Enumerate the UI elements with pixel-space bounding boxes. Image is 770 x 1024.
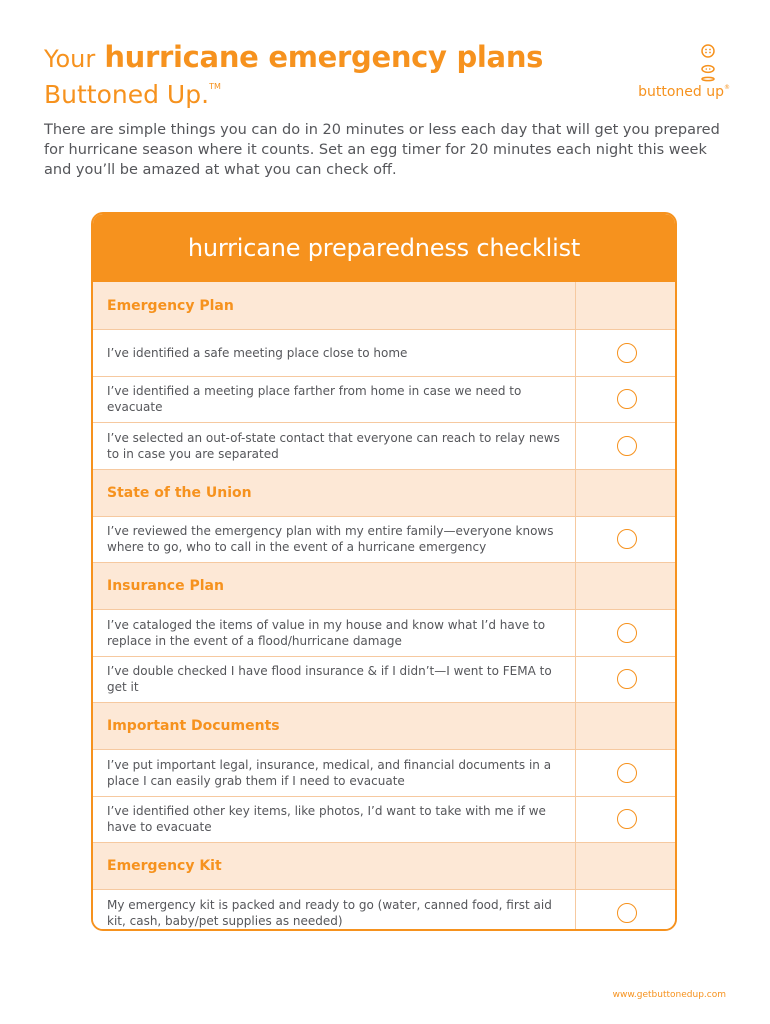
logo-wordmark: [638, 84, 730, 100]
footer-url[interactable]: www.getbuttonedup.com: [612, 990, 726, 1000]
checklist-card: [91, 212, 677, 931]
section-check-cell: [576, 470, 675, 516]
section-row: [93, 562, 675, 609]
checklist-item-label: I’ve cataloged the items of value in my house and know what I’d have to replace in the event of a flood/hurricane damage: [93, 610, 576, 656]
checklist-item-label: I’ve selected an out-of-state contact that everyone can reach to relay news to in case you are separated: [93, 423, 576, 469]
logo-text: buttoned up: [638, 84, 724, 100]
checkbox-circle-icon[interactable]: [617, 669, 637, 689]
checklist-body: [93, 282, 675, 931]
checklist-item: [93, 376, 675, 423]
checklist-item-label: I’ve identified a safe meeting place close to home: [93, 330, 576, 376]
trademark-mark: TM: [209, 82, 221, 91]
checklist-item-label: I’ve identified a meeting place farther from home in case we need to evacuate: [93, 377, 576, 423]
checkbox-circle-icon[interactable]: [617, 389, 637, 409]
checklist-item: [93, 329, 675, 376]
checklist-title: hurricane preparedness checklist: [93, 214, 675, 282]
title-prefix: Your: [44, 45, 96, 73]
section-heading: Emergency Kit: [93, 843, 576, 889]
checklist-item-check-cell: [576, 377, 675, 423]
checklist-item: [93, 609, 675, 656]
checklist-item: [93, 889, 675, 931]
section-check-cell: [576, 563, 675, 609]
checklist-item-check-cell: [576, 657, 675, 703]
section-row: [93, 469, 675, 516]
checklist-item: [93, 749, 675, 796]
checklist-item-label: I’ve identified other key items, like photos, I’d want to take with me if we have to evacuate: [93, 797, 576, 843]
registered-mark: ®: [724, 84, 730, 91]
checklist-item-check-cell: [576, 610, 675, 656]
checkbox-circle-icon[interactable]: [617, 436, 637, 456]
checklist-item-label: My emergency kit is packed and ready to go (water, canned food, first aid kit, cash, baby/pet supplies as needed): [93, 890, 576, 931]
checklist-item-check-cell: [576, 423, 675, 469]
checklist-item: [93, 796, 675, 843]
page-subtitle: [44, 80, 221, 109]
page-title: [44, 40, 543, 74]
checkbox-circle-icon[interactable]: [617, 623, 637, 643]
checklist-item-label: I’ve put important legal, insurance, medical, and financial documents in a place I can easily grab them if I need to evacuate: [93, 750, 576, 796]
checklist-item-check-cell: [576, 797, 675, 843]
section-heading: Insurance Plan: [93, 563, 576, 609]
checkbox-circle-icon[interactable]: [617, 903, 637, 923]
intro-paragraph: There are simple things you can do in 20 minutes or less each day that will get you prepared for hurricane season where it counts. Set an egg timer for 20 minutes each night this week and you’ll be amazed at what you can check off.: [44, 122, 720, 178]
checklist-item-check-cell: [576, 750, 675, 796]
section-check-cell: [576, 703, 675, 749]
checklist-item-label: I’ve reviewed the emergency plan with my entire family—everyone knows where to go, who to call in the event of a hurricane emergency: [93, 517, 576, 563]
subtitle-text: Buttoned Up.: [44, 80, 210, 109]
section-check-cell: [576, 843, 675, 889]
checkbox-circle-icon[interactable]: [617, 809, 637, 829]
section-heading: State of the Union: [93, 470, 576, 516]
section-row: [93, 842, 675, 889]
checklist-item: [93, 516, 675, 563]
checklist-item-check-cell: [576, 517, 675, 563]
section-heading: Emergency Plan: [93, 282, 576, 329]
brand-logo: [640, 44, 730, 104]
title-main: hurricane emergency plans: [104, 40, 544, 74]
button-stack-icon: [700, 44, 716, 84]
checklist-item-label: I’ve double checked I have flood insurance & if I didn’t—I went to FEMA to get it: [93, 657, 576, 703]
checklist-item-check-cell: [576, 890, 675, 931]
checklist-item-check-cell: [576, 330, 675, 376]
section-heading: Important Documents: [93, 703, 576, 749]
checkbox-circle-icon[interactable]: [617, 343, 637, 363]
checkbox-circle-icon[interactable]: [617, 763, 637, 783]
section-row: [93, 702, 675, 749]
checkbox-circle-icon[interactable]: [617, 529, 637, 549]
checklist-item: [93, 422, 675, 469]
checklist-item: [93, 656, 675, 703]
section-row: [93, 282, 675, 329]
section-check-cell: [576, 282, 675, 329]
